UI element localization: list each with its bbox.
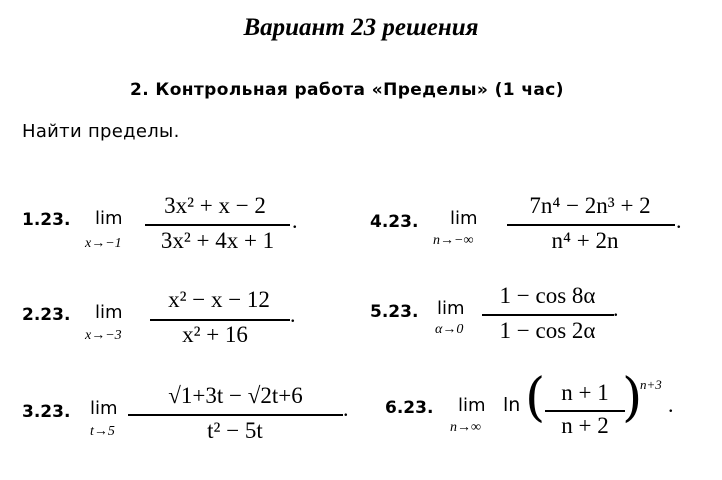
fraction-bar	[150, 319, 290, 321]
page-title: Вариант 23 решения	[243, 14, 479, 41]
denominator: t² − 5t	[207, 418, 263, 443]
denominator: n + 2	[561, 413, 609, 438]
denominator: 1 − cos 2α	[499, 318, 596, 343]
denominator: n⁴ + 2n	[551, 228, 619, 253]
numerator: √1+3t − √2t+6	[168, 383, 303, 408]
problem-number: 2.23.	[22, 305, 71, 325]
end-period: .	[676, 208, 682, 233]
end-period: .	[613, 296, 619, 321]
lim-operator: lim	[450, 208, 478, 229]
problem-number: 5.23.	[370, 302, 419, 322]
end-period: .	[292, 208, 298, 233]
denominator: x² + 16	[182, 322, 248, 347]
fraction-bar	[128, 414, 343, 416]
end-period: .	[290, 302, 296, 327]
problem-number: 1.23.	[22, 210, 71, 230]
section-heading: 2. Контрольная работа «Пределы» (1 час)	[130, 80, 564, 100]
numerator: 3x² + x − 2	[164, 193, 266, 218]
limit-subscript: n→−∞	[433, 233, 474, 248]
left-paren: (	[525, 368, 546, 428]
numerator: 7n⁴ − 2n³ + 2	[529, 193, 651, 218]
limit-subscript: x→−1	[85, 236, 122, 251]
limit-subscript: x→−3	[85, 328, 122, 343]
right-paren: )	[622, 368, 643, 428]
numerator: x² − x − 12	[168, 287, 270, 312]
problem-number: 4.23.	[370, 212, 419, 232]
end-period: .	[343, 396, 349, 421]
lim-operator: lim	[437, 298, 465, 319]
exponent: n+3	[640, 377, 662, 392]
fraction-bar	[482, 314, 614, 316]
lim-operator: lim	[95, 208, 123, 229]
limit-subscript: n→∞	[450, 420, 481, 435]
lim-operator: lim	[95, 302, 123, 323]
limit-subscript: α→0	[435, 322, 464, 337]
problem-number: 6.23.	[385, 398, 434, 418]
instruction-text: Найти пределы.	[22, 121, 180, 142]
lim-operator: lim	[90, 398, 118, 419]
end-period: .	[668, 392, 674, 417]
fraction-bar	[545, 410, 625, 412]
problem-number: 3.23.	[22, 402, 71, 422]
denominator: 3x² + 4x + 1	[160, 228, 275, 253]
numerator: 1 − cos 8α	[499, 283, 596, 308]
numerator: n + 1	[561, 380, 609, 405]
ln-operator: ln	[503, 394, 521, 416]
lim-operator: lim	[458, 395, 486, 416]
fraction-bar	[507, 224, 675, 226]
fraction-bar	[145, 224, 290, 226]
limit-subscript: t→5	[90, 424, 115, 439]
